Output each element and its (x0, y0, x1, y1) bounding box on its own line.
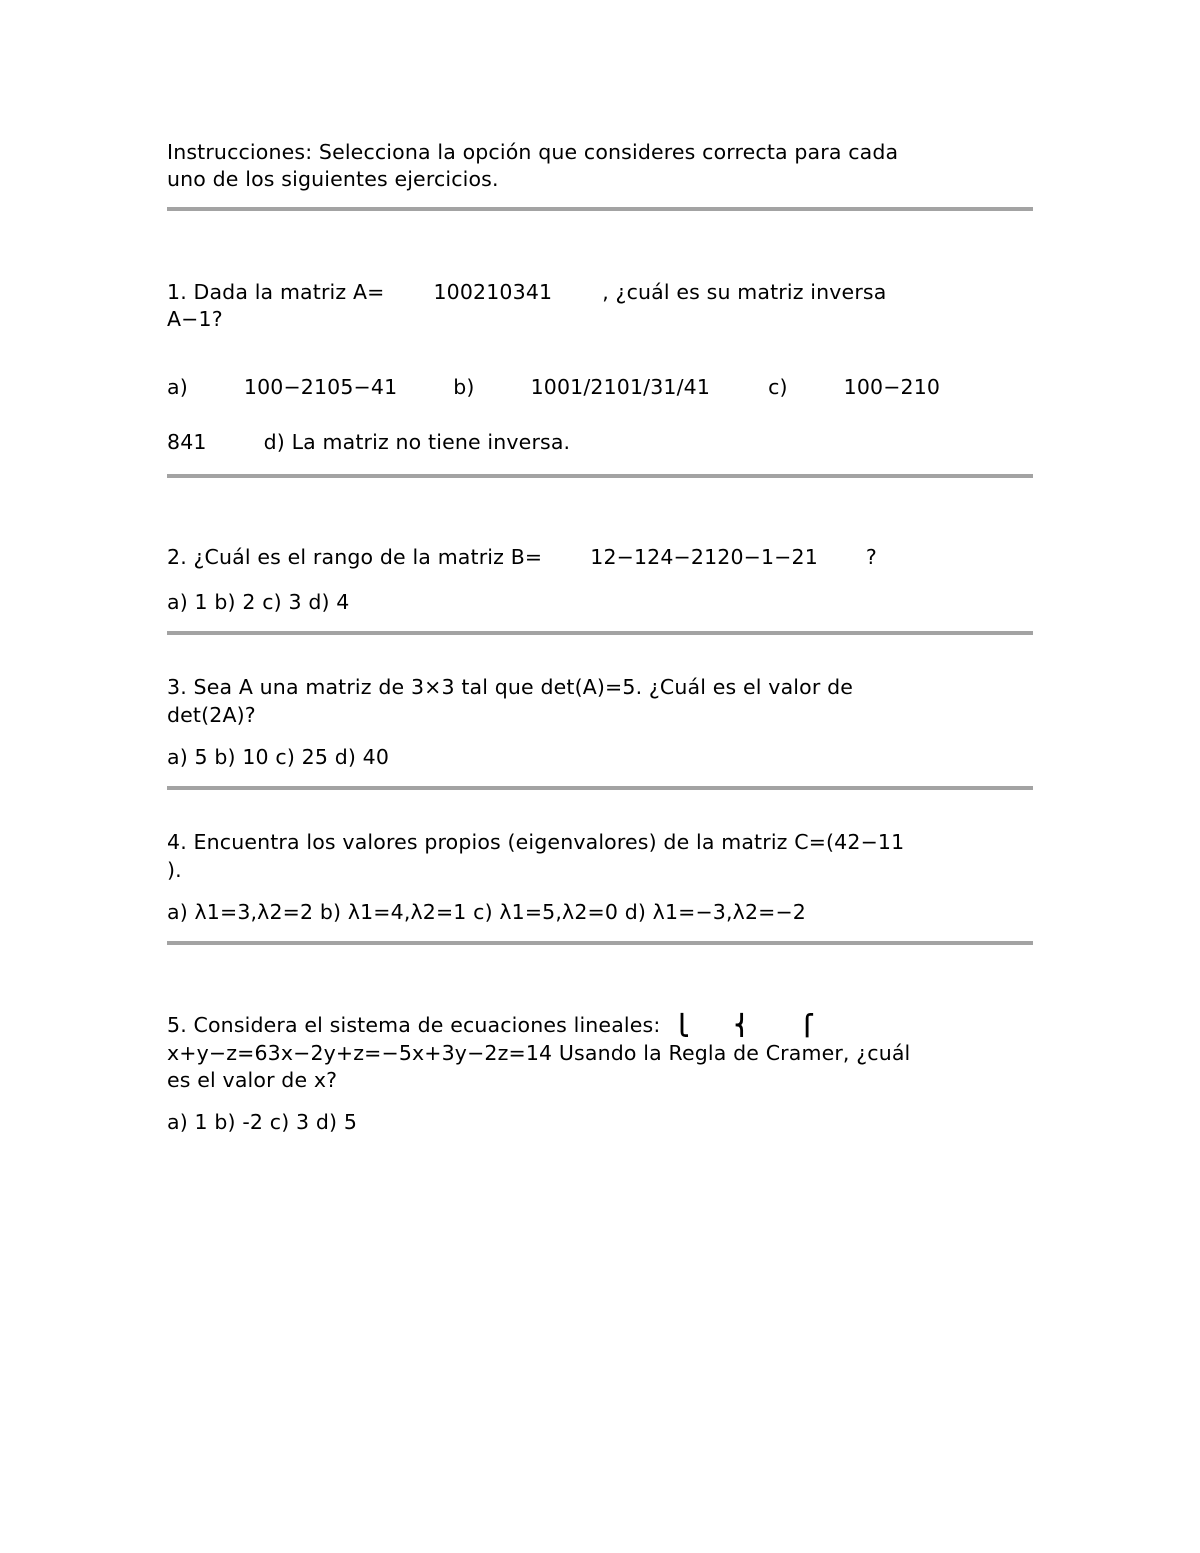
option-c-value-part-2: 841 (167, 430, 207, 454)
question-1-prefix: 1. Dada la matriz A= (167, 280, 385, 304)
option-a-value: 100−2105−41 (243, 375, 398, 399)
question-3-options: a) 5 b) 10 c) 25 d) 40 (167, 745, 390, 769)
question-3-line-2: det(2A)? (167, 703, 256, 727)
question-4-line-1: 4. Encuentra los valores propios (eigenvalores) de la matriz C=(42−11 (167, 830, 905, 854)
question-5-options: a) 1 b) -2 c) 3 d) 5 (167, 1110, 358, 1134)
separator-rule (167, 786, 1033, 790)
question-1-line-2: A−1? (167, 307, 223, 331)
brace-top-symbol: ⎧ (799, 1013, 815, 1037)
option-a-label: a) (167, 375, 188, 399)
question-1-matrix: 100210341 (433, 280, 553, 304)
separator-rule (167, 207, 1033, 211)
question-5-line-3: es el valor de x? (167, 1068, 338, 1092)
instructions-line-1: Instrucciones: Selecciona la opción que consideres correcta para cada (167, 140, 899, 164)
option-b-label: b) (453, 375, 475, 399)
separator-rule (167, 941, 1033, 945)
question-2-matrix: 12−124−2120−1−21 (590, 545, 818, 569)
question-5-line-1 (167, 1012, 815, 1039)
question-5-line-2: x+y−z=63x−2y+z=−5x+3y−2z=14 Usando la Regla de Cramer, ¿cuál (167, 1041, 911, 1065)
question-1-options-row (167, 374, 940, 401)
brace-bottom-symbol: ⎩ (674, 1013, 690, 1037)
question-1-suffix: , ¿cuál es su matriz inversa (602, 280, 887, 304)
option-b-value: 1001/2101/31/41 (530, 375, 711, 399)
document-page (167, 0, 1033, 1553)
question-3-line-1: 3. Sea A una matriz de 3×3 tal que det(A)=5. ¿Cuál es el valor de (167, 675, 853, 699)
option-c-label: c) (768, 375, 788, 399)
question-1-options-row-2 (167, 429, 570, 456)
separator-rule (167, 631, 1033, 635)
question-4-options: a) λ1=3,λ2=2 b) λ1=4,λ2=1 c) λ1=5,λ2=0 d) λ1=−3,λ2=−2 (167, 900, 806, 924)
option-c-value-part-1: 100−210 (843, 375, 941, 399)
question-5-prefix: 5. Considera el sistema de ecuaciones lineales: (167, 1013, 661, 1037)
question-2-suffix: ? (865, 545, 877, 569)
question-4-line-2: ). (167, 858, 182, 882)
question-2-prefix: 2. ¿Cuál es el rango de la matriz B= (167, 545, 543, 569)
question-1-line-1 (167, 279, 886, 306)
brace-middle-symbol: ⎨ (733, 1013, 750, 1037)
question-2-line-1 (167, 544, 877, 571)
question-2-options: a) 1 b) 2 c) 3 d) 4 (167, 590, 350, 614)
option-d: d) La matriz no tiene inversa. (263, 430, 571, 454)
instructions-line-2: uno de los siguientes ejercicios. (167, 167, 499, 191)
separator-rule (167, 474, 1033, 478)
